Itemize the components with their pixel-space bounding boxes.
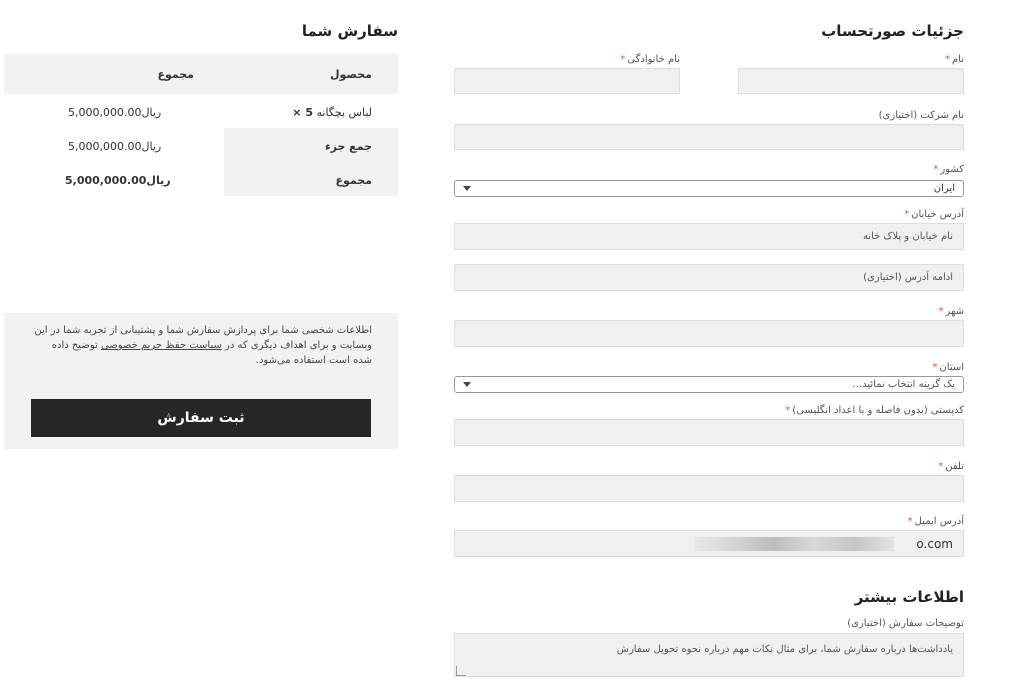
postcode-input[interactable] bbox=[454, 419, 964, 446]
required-mark: * bbox=[907, 516, 913, 527]
phone-label bbox=[936, 461, 964, 472]
redacted-email-blur bbox=[694, 537, 894, 551]
order-item-name: لباس بچگانه bbox=[316, 106, 372, 119]
country-label bbox=[931, 164, 964, 175]
billing-title: جزئیات صورتحساب bbox=[821, 22, 964, 40]
chevron-down-icon bbox=[463, 186, 471, 191]
country-select[interactable] bbox=[454, 180, 964, 197]
subtotal-value: 5,000,000.00ریال bbox=[68, 140, 162, 153]
postcode-label-text: کدپستی (بدون فاصله و با اعداد انگلیسی) bbox=[792, 405, 964, 416]
state-select-value: یک گزینه انتخاب نمائید… bbox=[852, 379, 955, 390]
required-mark: * bbox=[620, 54, 626, 65]
company-label: نام شرکت (اختیاری) bbox=[878, 110, 964, 121]
required-mark: * bbox=[785, 405, 791, 416]
email-label-text: آدرس ایمیل bbox=[914, 516, 964, 527]
resize-handle-icon[interactable] bbox=[456, 666, 466, 676]
privacy-notice bbox=[32, 323, 372, 368]
required-mark: * bbox=[938, 461, 944, 472]
email-value: o.com bbox=[916, 536, 953, 551]
place-order-button[interactable]: ثبت سفارش bbox=[31, 399, 371, 437]
total-label: مجموع bbox=[335, 174, 372, 187]
col-total-header: مجموع bbox=[157, 68, 194, 81]
last-name-label-text: نام خانوادگی bbox=[627, 54, 680, 65]
order-notes-textarea[interactable] bbox=[454, 633, 964, 677]
privacy-text-after: توضیح داده شده است استفاده می‌شود. bbox=[51, 340, 372, 366]
total-value: 5,000,000.00ریال bbox=[65, 174, 171, 187]
state-label-text: استان bbox=[939, 362, 964, 373]
chevron-down-icon bbox=[463, 382, 471, 387]
street-address-2-placeholder: ادامه آدرس (اختیاری) bbox=[863, 272, 953, 283]
first-name-label bbox=[943, 54, 964, 65]
subtotal-label: جمع جزء bbox=[324, 140, 372, 153]
privacy-policy-link[interactable]: سیاست حفظ حریم خصوصی bbox=[100, 340, 222, 351]
additional-info-title: اطلاعات بیشتر bbox=[854, 588, 964, 606]
required-mark: * bbox=[938, 306, 944, 317]
street-address-2-input[interactable] bbox=[454, 264, 964, 291]
street-address-placeholder: نام خیابان و پلاک خانه bbox=[862, 231, 953, 242]
street-label bbox=[902, 209, 964, 220]
last-name-label bbox=[618, 54, 680, 65]
required-mark: * bbox=[944, 54, 950, 65]
order-notes-label: توضیحات سفارش (اختیاری) bbox=[847, 618, 964, 629]
phone-label-text: تلفن bbox=[945, 461, 964, 472]
street-label-text: آدرس خیابان bbox=[911, 209, 964, 220]
order-item-quantity: × 5 bbox=[292, 106, 313, 119]
phone-input[interactable] bbox=[454, 475, 964, 502]
first-name-label-text: نام bbox=[951, 54, 964, 65]
country-select-value: ایران bbox=[933, 183, 955, 194]
order-item-product bbox=[292, 106, 372, 119]
email-label bbox=[906, 516, 964, 527]
postcode-label bbox=[783, 405, 964, 416]
city-label bbox=[936, 306, 964, 317]
required-mark: * bbox=[933, 164, 939, 175]
state-select[interactable] bbox=[454, 376, 964, 393]
required-mark: * bbox=[904, 209, 910, 220]
col-product-header: محصول bbox=[329, 68, 372, 81]
city-input[interactable] bbox=[454, 320, 964, 347]
order-item-price: 5,000,000.00ریال bbox=[68, 106, 162, 119]
required-mark: * bbox=[932, 362, 938, 373]
order-notes-placeholder: یادداشت‌ها درباره سفارش شما، برای مثال نکات مهم درباره نحوه تحویل سفارش bbox=[616, 644, 953, 655]
country-label-text: کشور bbox=[940, 164, 964, 175]
company-input[interactable] bbox=[454, 124, 964, 150]
last-name-input[interactable] bbox=[454, 68, 680, 94]
state-label bbox=[930, 362, 964, 373]
first-name-input[interactable] bbox=[738, 68, 964, 94]
street-address-input[interactable] bbox=[454, 223, 964, 250]
order-title: سفارش شما bbox=[301, 22, 398, 40]
privacy-text-before: اطلاعات شخصی شما برای پردازش سفارش شما و پشتیبانی از تجربه شما در این وبسایت و برای اهداف دیگری که در bbox=[34, 325, 372, 351]
city-label-text: شهر bbox=[945, 306, 964, 317]
